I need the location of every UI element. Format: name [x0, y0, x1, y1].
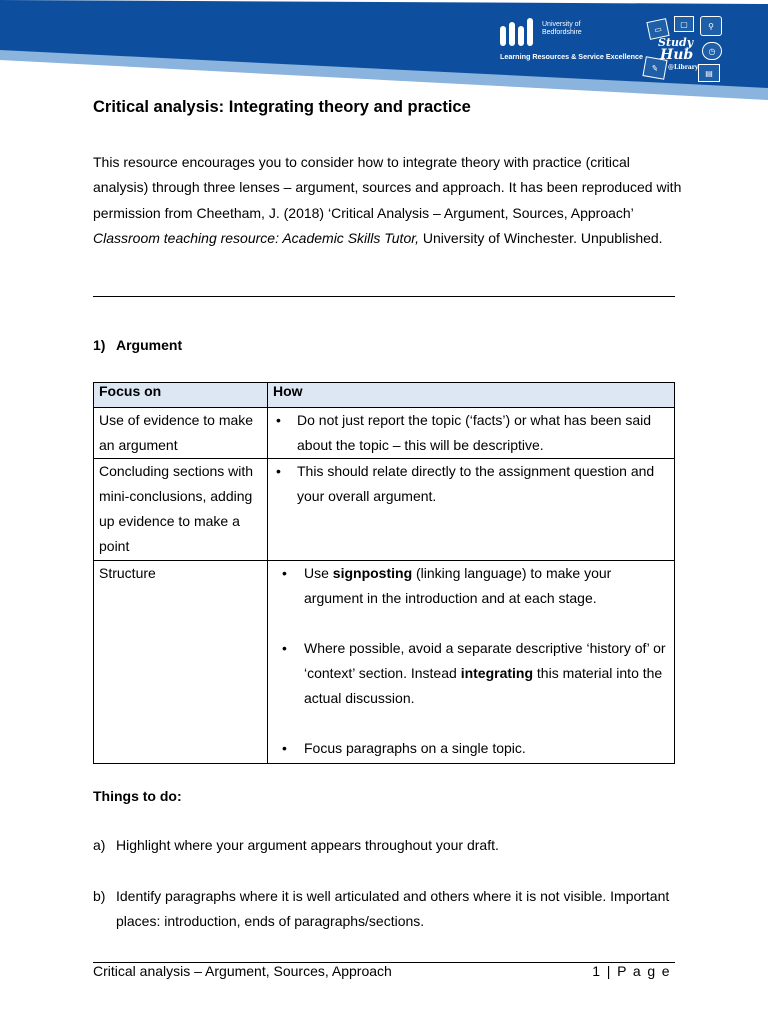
badge-study: Study — [658, 36, 694, 49]
document-title: Critical analysis: Integrating theory and practice — [93, 98, 471, 116]
intro-citation-title: Classroom teaching resource: Academic Skills Tutor, — [93, 229, 420, 246]
list-item: • Use signposting (linking language) to make your argument in the introduction and at each stage. — [273, 561, 669, 611]
university-logo-icon — [498, 18, 538, 48]
todo-item — [93, 884, 683, 934]
argument-table — [93, 382, 675, 764]
column-header-how: How — [268, 383, 675, 408]
how-cell — [268, 408, 675, 459]
footer-title: Critical analysis – Argument, Sources, Approach — [93, 963, 392, 979]
intro-text-end: University of Winchester. Unpublished. — [419, 229, 663, 246]
focus-cell: Structure — [94, 561, 268, 764]
search-icon: ⚲ — [700, 16, 722, 36]
list-item: • Do not just report the topic (‘facts’) or what has been said about the topic – this will be descriptive. — [273, 408, 669, 458]
column-header-focus: Focus on — [94, 383, 268, 408]
intro-text: This resource encourages you to consider how to integrate theory with practice (critical analysis) through three lenses – argument, sources and approach. It has been reproduced with permission from Cheetham, J. (2018) ‘Critical Analysis – Argument, Sources, Approach’ — [93, 154, 682, 221]
department-name: Learning Resources & Service Excellence — [500, 52, 644, 61]
list-item: • Focus paragraphs on a single topic. — [273, 736, 669, 761]
how-list — [273, 561, 669, 761]
emphasis-integrating: integrating — [460, 665, 534, 681]
list-item: • This should relate directly to the assignment question and your overall argument. — [273, 459, 669, 509]
clock-icon: ◷ — [702, 42, 722, 60]
document-icon: ▤ — [698, 64, 720, 82]
todo-text: Identify paragraphs where it is well articulated and others where it is not visible. Important places: introduction, ends of paragraphs/sections. — [116, 888, 670, 929]
institution-name: University of Bedfordshire — [542, 21, 582, 36]
table-row — [94, 408, 675, 459]
how-cell — [268, 561, 675, 764]
todo-label: a) — [93, 837, 106, 853]
section-divider — [93, 296, 675, 297]
study-hub-badge — [638, 14, 734, 84]
focus-cell: Concluding sections with mini-conclusions, adding up evidence to make a point — [94, 459, 268, 561]
university-logo — [498, 18, 648, 64]
section-heading — [93, 337, 182, 353]
page-number: 1 | P a g e — [592, 963, 671, 979]
list-item: • Where possible, avoid a separate descriptive ‘history of’ or ‘context’ section. Instead integrating this material into the actual discussion. — [273, 636, 669, 711]
section-number: 1) — [93, 337, 106, 353]
focus-cell: Use of evidence to make an argument — [94, 408, 268, 459]
monitor-icon: ▢ — [674, 16, 694, 32]
how-list — [273, 459, 669, 509]
things-to-do-heading: Things to do: — [93, 788, 182, 804]
how-cell — [268, 459, 675, 561]
badge-library: @Library — [668, 64, 699, 71]
pencil-icon: ✎ — [642, 56, 667, 80]
todo-text: Highlight where your argument appears throughout your draft. — [116, 837, 499, 853]
intro-paragraph — [93, 150, 683, 251]
emphasis-signposting: signposting — [332, 565, 413, 581]
badge-hub: Hub — [660, 47, 694, 63]
book-icon: ▭ — [646, 18, 669, 40]
todo-item — [93, 833, 683, 858]
table-row — [94, 561, 675, 764]
how-list — [273, 408, 669, 458]
section-title: Argument — [116, 337, 183, 353]
table-header-row — [94, 383, 675, 408]
todo-label: b) — [93, 888, 106, 904]
table-row — [94, 459, 675, 561]
